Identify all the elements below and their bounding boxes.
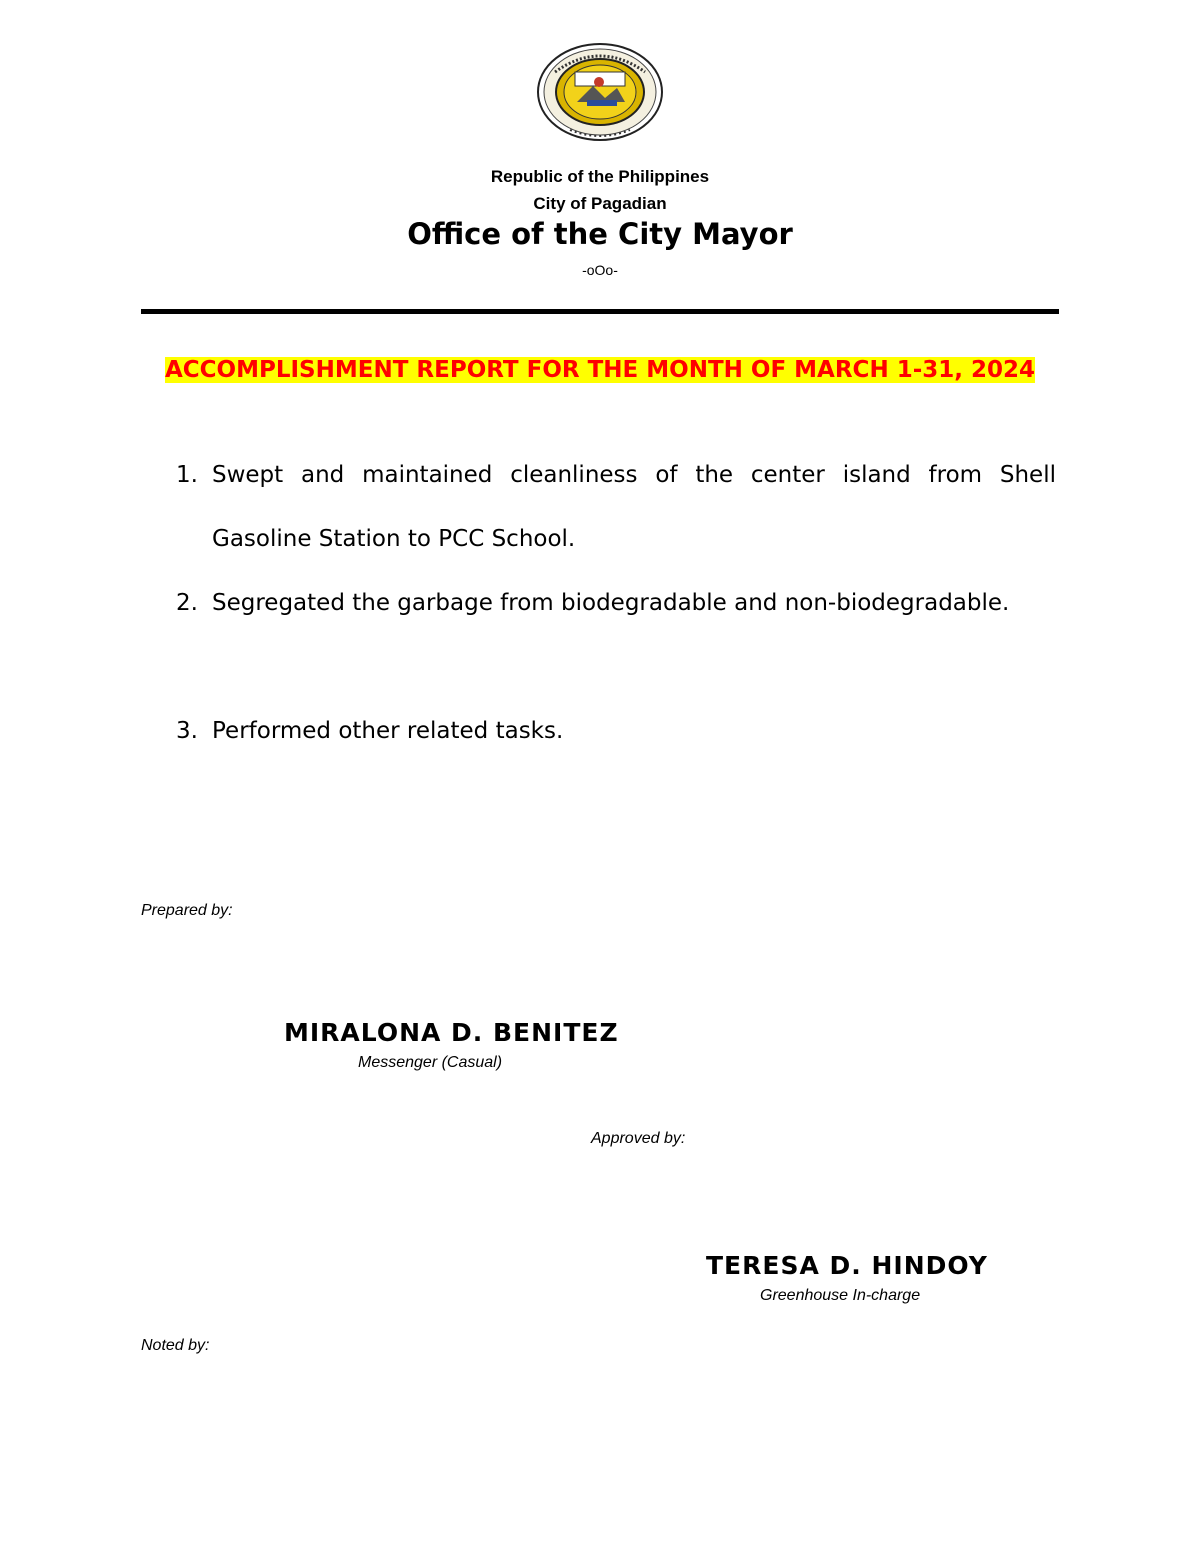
header-divider [141,309,1059,314]
approver-name: TERESA D. HINDOY [706,1251,988,1280]
noted-by-label: Noted by: [141,1337,210,1354]
report-title-text: ACCOMPLISHMENT REPORT FOR THE MONTH OF MARCH 1-31, 2024 [164,357,1036,383]
preparer-position: Messenger (Casual) [358,1054,503,1071]
header-office: Office of the City Mayor [407,217,793,251]
prepared-by-label: Prepared by: [141,902,233,919]
list-item [176,571,1056,635]
header-city: City of Pagadian [533,194,667,213]
list-item-number: 3. [176,718,198,744]
header-country: Republic of the Philippines [490,167,710,186]
approved-by-label: Approved by: [591,1130,686,1147]
list-item-number: 1. [176,462,198,488]
list-item-number: 2. [176,590,198,616]
preparer-name: MIRALONA D. BENITEZ [284,1018,619,1047]
city-seal-logo [535,42,665,142]
list-item [176,443,1056,571]
list-item-text: Swept and maintained cleanliness of the center island from Shell Gasoline Station to PCC School. [212,462,1056,552]
list-item [176,699,1056,763]
list-item-text: Segregated the garbage from biodegradable and non-biodegradable. [212,590,1010,616]
report-title [150,355,1050,385]
header-ornament: -oOo- [582,262,618,278]
list-item-text: Performed other related tasks. [212,718,564,744]
approver-position: Greenhouse In-charge [760,1287,921,1304]
